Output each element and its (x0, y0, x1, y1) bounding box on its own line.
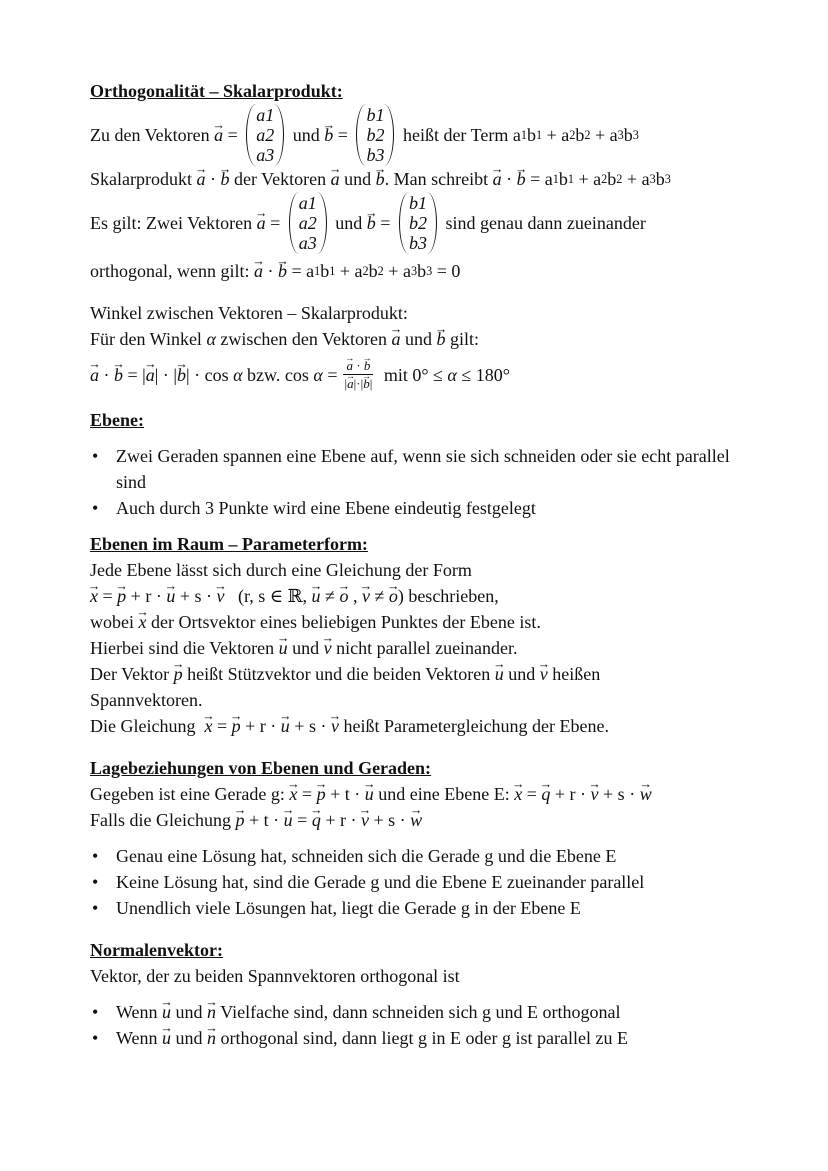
vector-a-matrix-2: a1 a2 a3 (289, 192, 327, 254)
line-param-form: → x = → p + r · → u + s · → v (r, s ∈ ℝ, → u ≠ → o , → v ≠ → o ) beschrieben, (90, 583, 750, 609)
line-angle-intro: Für den Winkel α zwischen den Vektoren → a und → b gilt: (90, 326, 750, 352)
text-line: wobei → x der Ortsvektor eines beliebigen Punktes der Ebene ist. (90, 609, 750, 635)
list-item: • Keine Lösung hat, sind die Gerade g und die Ebene E zueinander parallel (116, 869, 750, 895)
line-orthogonal-condition: Es gilt: Zwei Vektoren → a = a1 a2 a3 und → b = b1 b2 b3 sind genau dann zueinander (90, 192, 750, 254)
document-content (90, 78, 750, 1051)
relations-list (90, 843, 750, 921)
line-scalar-notation: Skalarprodukt → a · → b der Vektoren → a und → b . Man schreibt → a · → b = a 1 b 1 + a 2 b 2 + a 3 b 3 (90, 166, 750, 192)
text-line: Spannvektoren. (90, 690, 203, 710)
text-line: Vektor, der zu beiden Spannvektoren orthogonal ist (90, 966, 460, 986)
text-line: Gegeben ist eine Gerade g: → x = → p + t · → u und eine Ebene E: → x = → q + r · → v + s · → w (90, 781, 750, 807)
vector-b-matrix-2: b1 b2 b3 (399, 192, 437, 254)
text-line: Der Vektor → p heißt Stützvektor und die beiden Vektoren → u und → v heißen (90, 661, 750, 687)
list-item: • Auch durch 3 Punkte wird eine Ebene eindeutig festgelegt (116, 495, 750, 521)
heading-orthogonality: Orthogonalität – Skalarprodukt: (90, 81, 343, 101)
text-line: Hierbei sind die Vektoren → u und → v nicht parallel zueinander. (90, 635, 750, 661)
heading-relations: Lagebeziehungen von Ebenen und Geraden: (90, 758, 432, 778)
text-line: Falls die Gleichung → p + t · → u = → q + r · → v + s · → w (90, 807, 750, 833)
heading-angle: Winkel zwischen Vektoren – Skalarprodukt: (90, 303, 408, 323)
list-item: • Unendlich viele Lösungen hat, liegt die Gerade g in der Ebene E (116, 895, 750, 921)
heading-normal-vector: Normalenvektor: (90, 940, 223, 960)
cos-fraction: → $\frac{a \cdot \to b}{|\to a|\cdot|\to b|}$ (343, 358, 373, 391)
text-line: Jede Ebene lässt sich durch eine Gleichung der Form (90, 560, 472, 580)
text-line: Die Gleichung → x = → p + r · → u + s · → v heißt Parametergleichung der Ebene. (90, 713, 750, 739)
normal-list (90, 999, 750, 1051)
heading-plane: Ebene: (90, 410, 144, 430)
plane-list (90, 443, 750, 521)
line-orthogonal-eq: orthogonal, wenn gilt: → a · → b = a 1 b 1 + a 2 b 2 + a 3 b 3 = 0 (90, 258, 750, 284)
list-item: • Genau eine Lösung hat, schneiden sich die Gerade g und die Ebene E (116, 843, 750, 869)
list-item: • Wenn → u und → n orthogonal sind, dann liegt g in E oder g ist parallel zu E (116, 1025, 750, 1051)
list-item: • Zwei Geraden spannen eine Ebene auf, wenn sie sich schneiden oder sie echt parallel sind (116, 443, 750, 495)
vector-a-matrix: a1 a2 a3 (246, 104, 284, 166)
vector-b-matrix: b1 b2 b3 (356, 104, 394, 166)
list-item: • Wenn → u und → n Vielfache sind, dann schneiden sich g und E orthogonal (116, 999, 750, 1025)
line-scalar-def: Zu den Vektoren → a = a1 a2 a3 und → b = b1 b2 b3 heißt der Term a 1 b 1 + a 2 b 2 + a 3 b 3 (90, 104, 750, 166)
line-angle-formula: → a · → b = | → a | · | → b | · cos α bzw. cos α = → $\frac{a \cdot \to b}{|\to a|\cdot|\to b|}$ mit 0° ≤ α ≤ 180° (90, 358, 750, 391)
heading-parameterform: Ebenen im Raum – Parameterform: (90, 534, 368, 554)
